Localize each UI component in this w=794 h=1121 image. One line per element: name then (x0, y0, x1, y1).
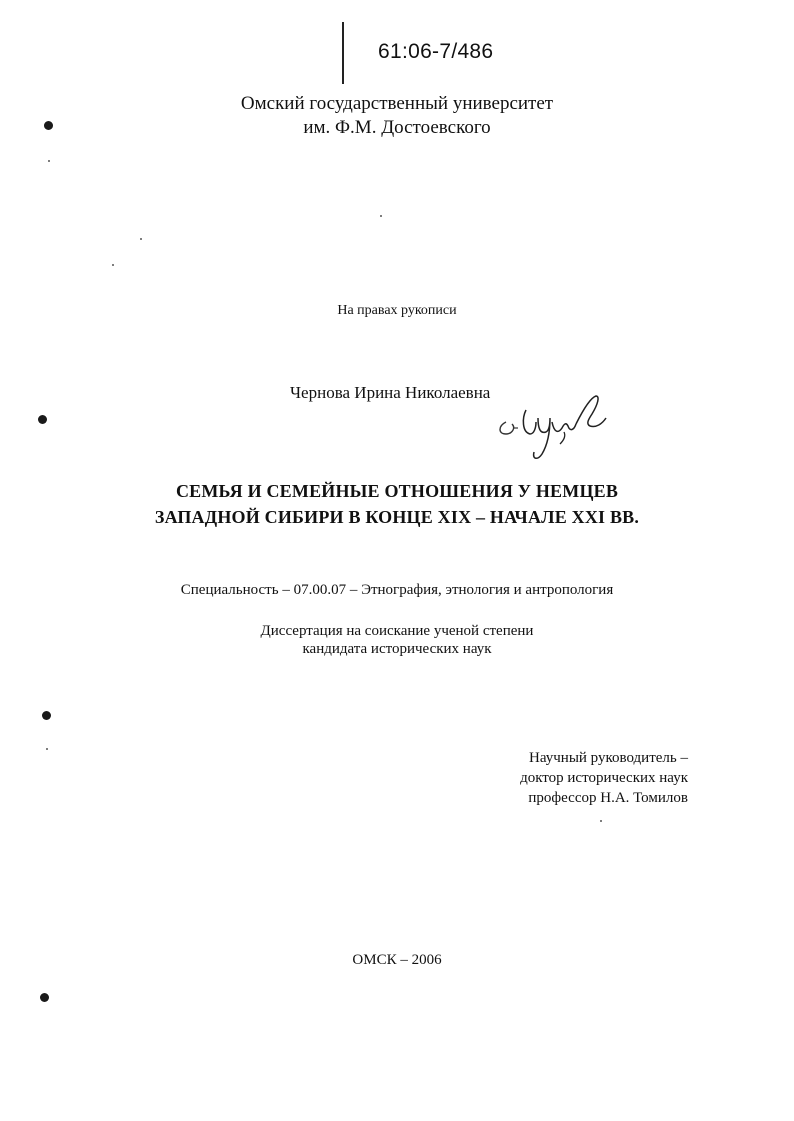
punch-hole (38, 415, 47, 424)
university-name: Омский государственный университет (240, 93, 554, 114)
supervisor-role: Научный руководитель – (529, 750, 688, 766)
scan-speck (140, 238, 142, 240)
scan-speck (600, 820, 602, 822)
title-line-2: ЗАПАДНОЙ СИБИРИ В КОНЦЕ XIX – НАЧАЛЕ XXI ВВ. (154, 507, 640, 527)
scan-speck (112, 264, 114, 266)
manuscript-rights-note: На правах рукописи (337, 303, 457, 318)
supervisor-degree: доктор исторических наук (520, 770, 688, 786)
punch-hole (42, 711, 51, 720)
punch-hole (44, 121, 53, 130)
degree-line-1: Диссертация на соискание ученой степени (260, 623, 534, 639)
degree-line-2: кандидата исторических наук (302, 641, 492, 657)
university-named-after: им. Ф.М. Достоевского (303, 117, 491, 138)
supervisor-name: профессор Н.А. Томилов (528, 790, 688, 806)
degree-statement (0, 622, 794, 658)
handwritten-signature (492, 388, 612, 468)
stamp-divider (342, 22, 344, 84)
dissertation-title (0, 478, 794, 530)
specialty-line: Специальность – 07.00.07 – Этнография, этнология и антропология (180, 582, 614, 598)
title-line-1: СЕМЬЯ И СЕМЕЙНЫЕ ОТНОШЕНИЯ У НЕМЦЕВ (175, 481, 619, 501)
catalog-number: 61:06-7/486 (378, 40, 494, 63)
author-name: Чернова Ирина Николаевна (290, 383, 491, 402)
scan-speck (46, 748, 48, 750)
university-header (0, 92, 794, 140)
supervisor-block (520, 748, 688, 808)
scan-speck (48, 160, 50, 162)
scan-speck (380, 215, 382, 217)
city-year: ОМСК – 2006 (352, 952, 442, 968)
punch-hole (40, 993, 49, 1002)
